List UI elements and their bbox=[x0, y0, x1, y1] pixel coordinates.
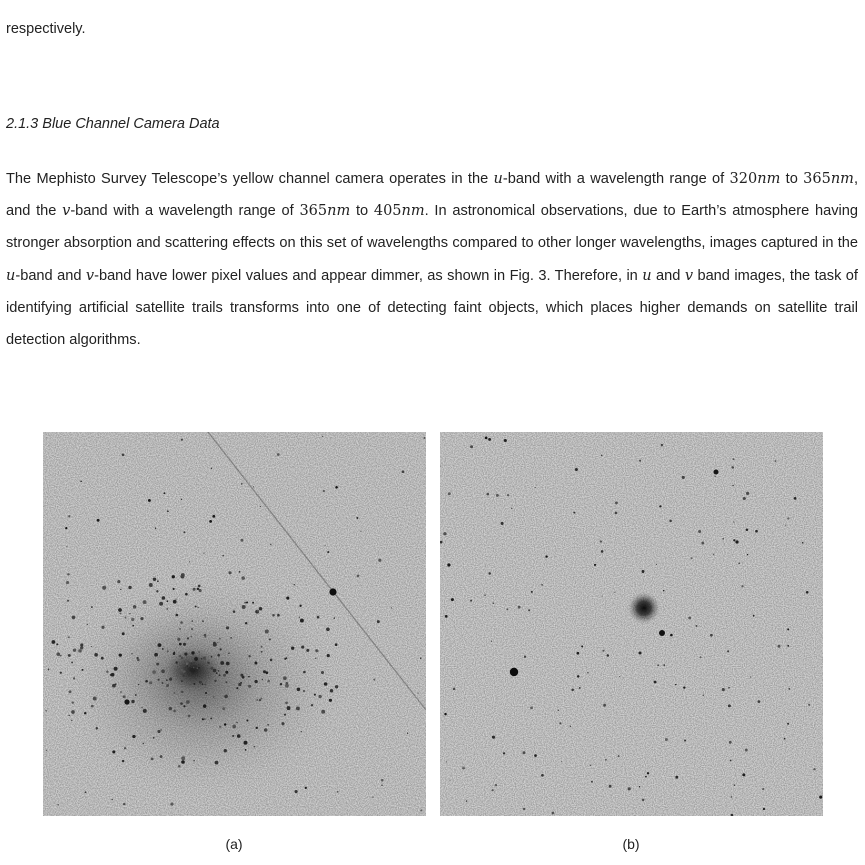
body-paragraph bbox=[6, 163, 858, 356]
noise-overlay bbox=[440, 432, 823, 816]
text-run: -band with a wavelength range of bbox=[502, 171, 730, 187]
math-unit: nm bbox=[830, 171, 854, 187]
math-unit: nm bbox=[327, 203, 351, 220]
star-field-image-canvas bbox=[440, 432, 823, 816]
figure-b-star-field-image bbox=[440, 432, 823, 816]
text-run: to bbox=[780, 171, 804, 187]
text-run: and bbox=[651, 267, 685, 284]
text-run: . In astronomical observations, due to Earth’s atmosphere having stronger absorption and scattering effects on this set of wavelengths compared to other longer wavelengths, images captured in the bbox=[6, 203, 858, 252]
galaxy-image-canvas bbox=[43, 432, 426, 816]
previous-paragraph-fragment bbox=[6, 0, 858, 44]
math-unit: nm bbox=[757, 171, 781, 187]
figure-a-caption: (a) bbox=[225, 836, 243, 852]
math-number: 365 bbox=[803, 171, 831, 187]
text-run: band images, the task of identifying artificial satellite trails transforms into one of detecting faint objects, which places higher demands on satellite trail detection algorithms. bbox=[6, 267, 858, 349]
math-v: v bbox=[85, 267, 95, 284]
text-run: -band have lower pixel values and appear dimmer, as shown in Fig. 3. Therefore, in bbox=[94, 267, 643, 284]
figure-a-galaxy-image bbox=[43, 432, 426, 816]
math-v: v bbox=[62, 203, 71, 220]
math-u: u bbox=[642, 267, 652, 284]
math-number: 320 bbox=[729, 171, 758, 187]
figure-b-caption: (b) bbox=[622, 836, 640, 852]
text-run: , and the bbox=[6, 171, 858, 220]
text-run: to bbox=[350, 203, 374, 220]
previous-paragraph-tail: respectively. bbox=[6, 21, 86, 37]
noise-overlay bbox=[43, 432, 426, 816]
math-u: u bbox=[493, 171, 503, 187]
text-run: -band with a wavelength range of bbox=[70, 203, 300, 220]
math-u: u bbox=[6, 267, 16, 284]
section-heading: 2.1.3 Blue Channel Camera Data bbox=[6, 116, 220, 132]
text-run: The Mephisto Survey Telescope’s yellow channel camera operates in the bbox=[6, 171, 494, 187]
math-v: v bbox=[684, 267, 694, 284]
math-number: 405 bbox=[373, 203, 402, 220]
text-run: -band and bbox=[15, 267, 86, 284]
math-unit: nm bbox=[401, 203, 425, 220]
math-number: 365 bbox=[299, 203, 328, 220]
